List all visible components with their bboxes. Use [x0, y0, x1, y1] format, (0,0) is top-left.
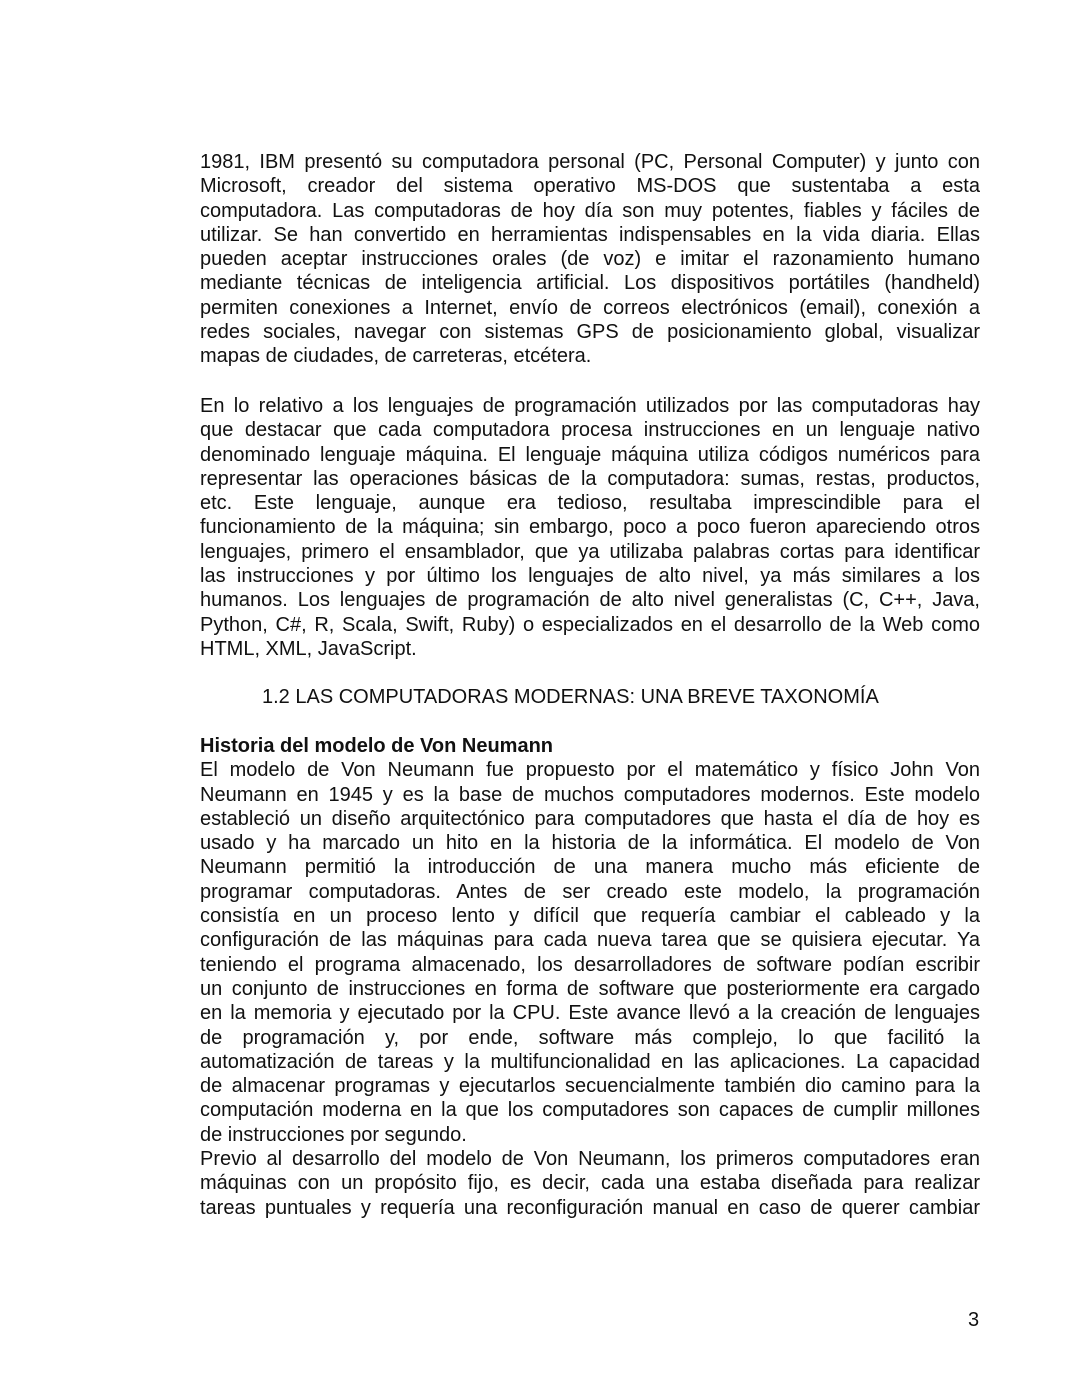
paragraph-4: [200, 1147, 980, 1220]
text-line: mediante técnicas de inteligencia artificial. Los dispositivos portátiles (handheld): [200, 272, 980, 295]
text-line: redes sociales, navegar con sistemas GPS de posicionamiento global, visualizar: [200, 321, 980, 344]
subheading: Historia del modelo de Von Neumann: [200, 735, 554, 757]
text-line: consistía en un proceso lento y difícil que requería cambiar el cableado y la: [200, 905, 980, 928]
text-line: HTML, XML, JavaScript.: [200, 637, 417, 660]
text-line: representar las operaciones básicas de la computadora: sumas, restas, productos,: [200, 467, 980, 490]
text-line: configuración de las máquinas para cada nueva tarea que se quisiera ejecutar. Ya: [200, 929, 980, 952]
text-line: computadora. Las computadoras de hoy día son muy potentes, fiables y fáciles de: [200, 199, 980, 222]
text-line: Previo al desarrollo del modelo de Von Neumann, los primeros computadores eran: [200, 1148, 980, 1171]
text-line: tareas puntuales y requería una reconfiguración manual en caso de querer cambiar: [200, 1196, 980, 1219]
text-line: El modelo de Von Neumann fue propuesto por el matemático y físico John Von: [200, 759, 980, 782]
von-neumann-section: [200, 734, 980, 1220]
text-line: que destacar que cada computadora procesa instrucciones en un lenguaje nativo: [200, 419, 980, 442]
text-line: En lo relativo a los lenguajes de programación utilizados por las computadoras hay: [200, 395, 980, 417]
text-line: máquinas con un propósito fijo, es decir, cada una estaba diseñada para realizar: [200, 1172, 980, 1195]
paragraph-2: [200, 394, 980, 661]
page-number: 3: [968, 1309, 980, 1331]
text-line: funcionamiento de la máquina; sin embargo, poco a poco fueron apareciendo otros: [200, 516, 980, 539]
text-line: mapas de ciudades, de carreteras, etcétera.: [200, 345, 592, 368]
text-line: Neumann permitió la introducción de una manera mucho más eficiente de: [200, 856, 980, 879]
text-line: Neumann en 1945 y es la base de muchos computadores modernos. Este modelo: [200, 783, 980, 806]
text-line: en la memoria y ejecutado por la CPU. Este avance llevó a la creación de lenguajes: [200, 1002, 980, 1025]
text-line: computación moderna en la que los computadores son capaces de cumplir millones: [200, 1099, 980, 1122]
section-heading: 1.2 LAS COMPUTADORAS MODERNAS: UNA BREVE TAXONOMÍA: [262, 686, 879, 708]
text-line: permiten conexiones a Internet, envío de correos electrónicos (email), conexión a: [200, 296, 980, 319]
text-line: automatización de tareas y la multifuncionalidad en las aplicaciones. La capacidad: [200, 1050, 980, 1073]
text-line: pueden aceptar instrucciones orales (de voz) e imitar el razonamiento humano: [200, 248, 980, 271]
text-line: denominado lenguaje máquina. El lenguaje máquina utiliza códigos numéricos para: [200, 443, 980, 466]
paragraph-3: [200, 758, 980, 1147]
text-line: las instrucciones y por último los lenguajes de alto nivel, ya más similares a los: [200, 565, 980, 588]
text-line: utilizar. Se han convertido en herramientas indispensables en la vida diaria. Ellas: [200, 223, 980, 246]
text-line: un conjunto de instrucciones en forma de software que posteriormente era cargado: [200, 977, 980, 1000]
text-line: 1981, IBM presentó su computadora personal (PC, Personal Computer) y junto con: [200, 151, 980, 173]
paragraph-1: [200, 150, 980, 369]
text-line: Python, C#, R, Scala, Swift, Ruby) o especializados en el desarrollo de la Web como: [200, 613, 980, 636]
text-line: usado y ha marcado un hito en la historia de la informática. El modelo de Von: [200, 832, 980, 855]
text-line: programar computadoras. Antes de ser creado este modelo, la programación: [200, 880, 980, 903]
text-line: lenguajes, primero el ensamblador, que ya utilizaba palabras cortas para identificar: [200, 540, 980, 563]
text-line: Microsoft, creador del sistema operativo MS-DOS que sustentaba a esta: [200, 175, 980, 198]
text-line: humanos. Los lenguajes de programación de alto nivel generalistas (C, C++, Java,: [200, 589, 980, 612]
text-line: teniendo el programa almacenado, los desarrolladores de software podían escribir: [200, 953, 980, 976]
text-line: de programación y, por ende, software más complejo, lo que facilitó la: [200, 1026, 980, 1049]
text-line: etc. Este lenguaje, aunque era tedioso, resultaba imprescindible para el: [200, 492, 980, 515]
text-line: estableció un diseño arquitectónico para computadores que hasta el día de hoy es: [200, 807, 980, 830]
text-line: de almacenar programas y ejecutarlos secuencialmente también dio camino para la: [200, 1075, 980, 1098]
text-line: de instrucciones por segundo.: [200, 1123, 467, 1146]
